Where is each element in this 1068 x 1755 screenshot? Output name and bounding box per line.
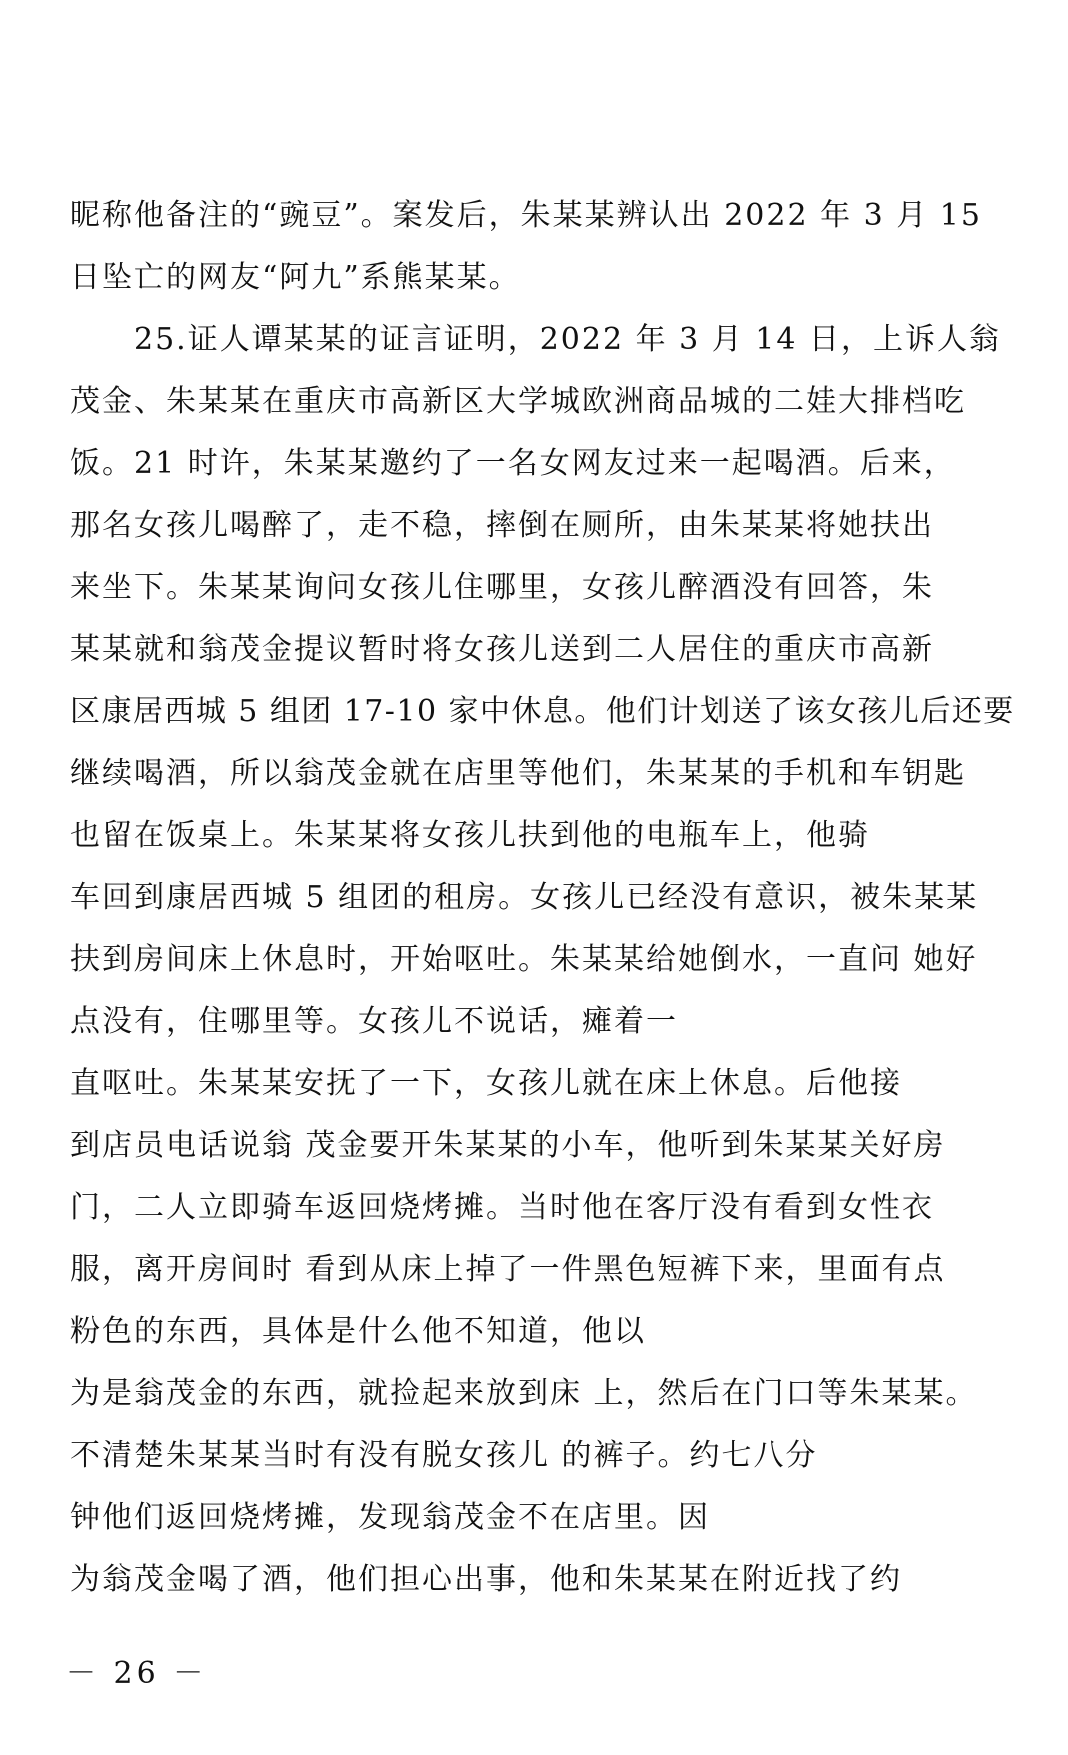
text-line: 粉色的东西，具体是什么他不知道，他以 (70, 1314, 646, 1349)
text-line: 为是翁茂金的东西，就捡起来放到床 上，然后在门口等朱某某。 (70, 1376, 978, 1411)
text-line: 饭。21 时许，朱某某邀约了一名女网友过来一起喝酒。后来， (70, 446, 956, 481)
text-line: 来坐下。朱某某询问女孩儿住哪里，女孩儿醉酒没有回答，朱 (70, 570, 934, 605)
text-line: 区康居西城 5 组团 17-10 家中休息。他们计划送了该女孩儿后还要 (70, 694, 1015, 729)
text-line: 日坠亡的网友“阿九”系熊某某。 (70, 260, 521, 295)
text-line: 为翁茂金喝了酒，他们担心出事，他和朱某某在附近找了约 (70, 1562, 902, 1597)
text-line: 服，离开房间时 看到从床上掉了一件黑色短裤下来，里面有点 (70, 1252, 946, 1287)
text-line: 到店员电话说翁 茂金要开朱某某的小车，他听到朱某某关好房 (70, 1128, 946, 1163)
text-line: 那名女孩儿喝醉了，走不稳，摔倒在厕所，由朱某某将她扶出 (70, 508, 934, 543)
text-line: 点没有，住哪里等。女孩儿不说话，瘫着一 (70, 1004, 678, 1039)
text-line: 门，二人立即骑车返回烧烤摊。当时他在客厅没有看到女性衣 (70, 1190, 934, 1225)
text-line: 25.证人谭某某的证言证明，2022 年 3 月 14 日，上诉人翁 (70, 322, 1001, 357)
text-line: 扶到房间床上休息时，开始呕吐。朱某某给她倒水，一直问 她好 (70, 942, 978, 977)
body-text (70, 185, 1015, 1611)
text-line: 车回到康居西城 5 组团的租房。女孩儿已经没有意识，被朱某某 (70, 880, 979, 915)
text-line: 某某就和翁茂金提议暂时将女孩儿送到二人居住的重庆市高新 (70, 632, 934, 667)
text-line: 直呕吐。朱某某安抚了一下，女孩儿就在床上休息。后他接 (70, 1066, 902, 1101)
text-line: 昵称他备注的“豌豆”。案发后，朱某某辨认出 2022 年 3 月 15 (70, 198, 982, 233)
text-line: 钟他们返回烧烤摊，发现翁茂金不在店里。因 (70, 1500, 710, 1535)
page-number: － 26 － (66, 1656, 208, 1691)
text-line: 也留在饭桌上。朱某某将女孩儿扶到他的电瓶车上，他骑 (70, 818, 870, 853)
text-line: 不清楚朱某某当时有没有脱女孩儿 的裤子。约七八分 (70, 1438, 818, 1473)
text-line: 茂金、朱某某在重庆市高新区大学城欧洲商品城的二娃大排档吃 (70, 384, 966, 419)
text-line: 继续喝酒，所以翁茂金就在店里等他们，朱某某的手机和车钥匙 (70, 756, 966, 791)
